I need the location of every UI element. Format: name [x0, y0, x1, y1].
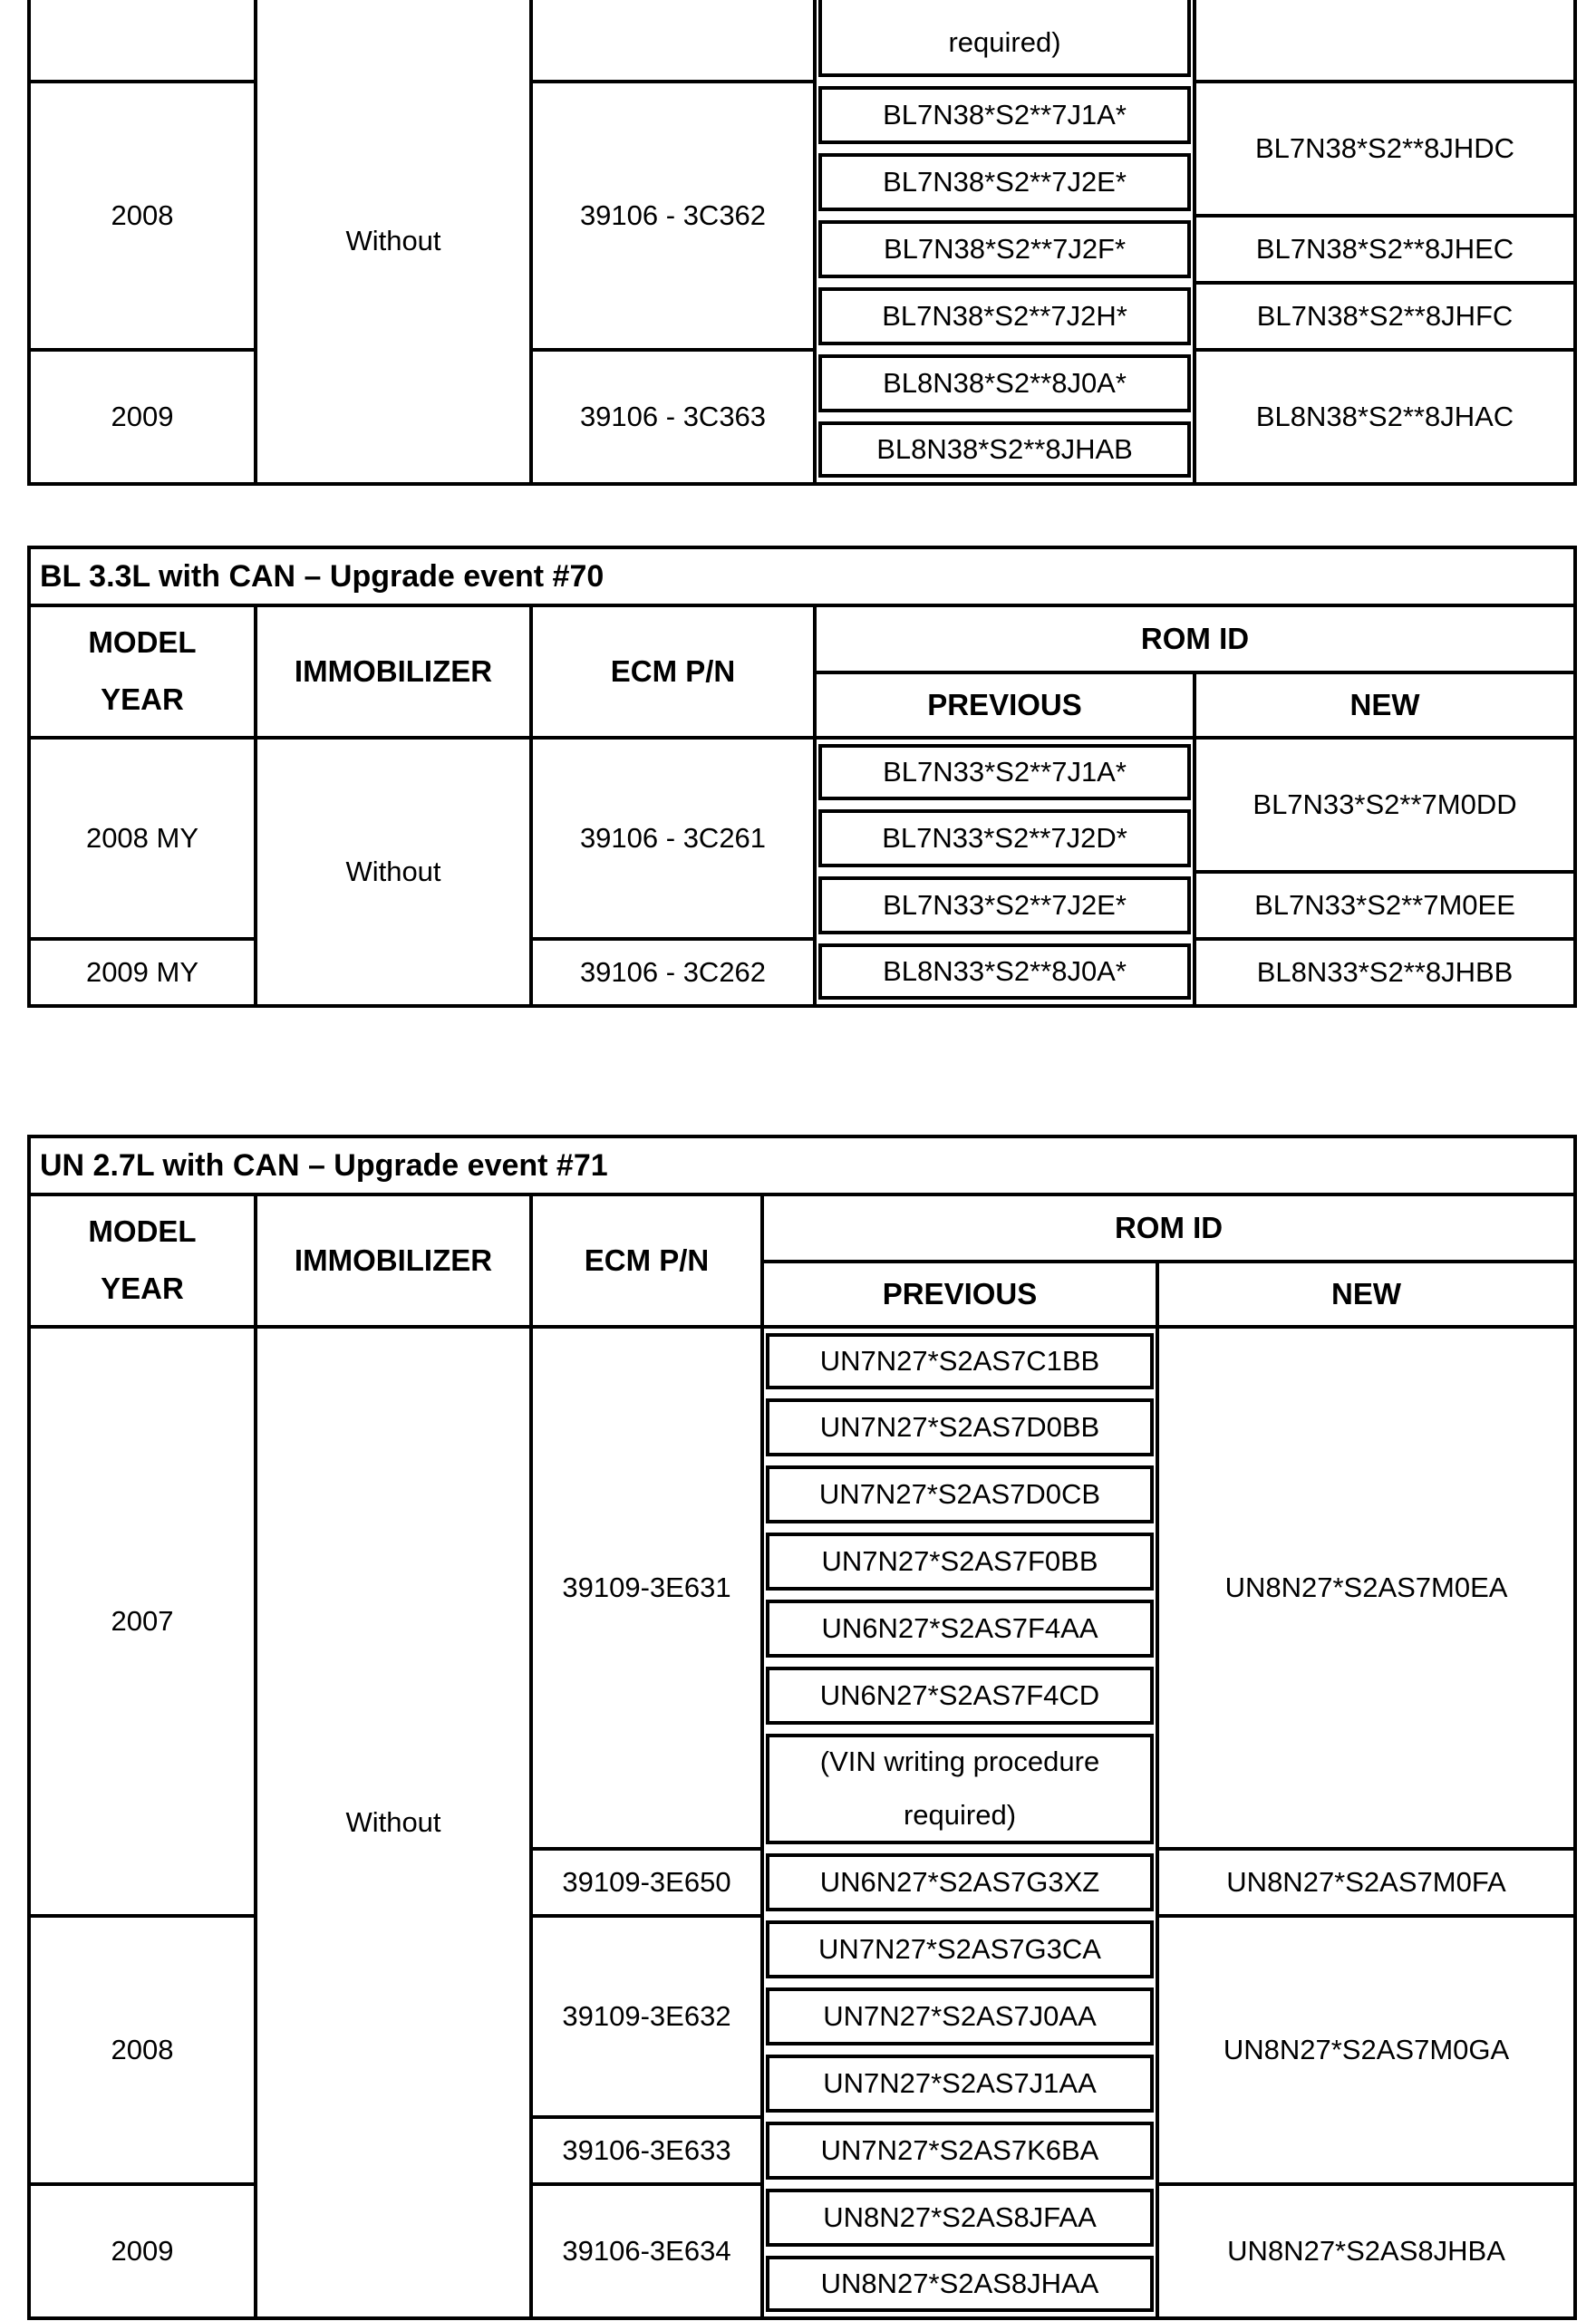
- new-rom-cell: UN8N27*S2AS7M0GA: [1157, 1916, 1575, 2184]
- ecm-pn-cell: 39109-3E631: [531, 1327, 762, 1849]
- model-year-cell: 2009: [29, 350, 256, 484]
- previous-rom-cell: [815, 872, 1195, 939]
- model-year-cell: 2008 MY: [29, 738, 256, 939]
- previous-rom-cell: [762, 2117, 1157, 2184]
- new-rom-cell: BL8N38*S2**8JHAC: [1195, 350, 1575, 484]
- previous-rom-box: UN6N27*S2AS7F4AA: [766, 1600, 1154, 1658]
- vin-writing-note-box: (VIN writing procedure required): [766, 1734, 1154, 1844]
- previous-rom-box: BL7N38*S2**7J2E*: [818, 153, 1191, 211]
- new-rom-cell: UN8N27*S2AS7M0FA: [1157, 1849, 1575, 1916]
- previous-rom-cell: [762, 2050, 1157, 2117]
- previous-rom-box: UN7N27*S2AS7J0AA: [766, 1987, 1154, 2045]
- previous-rom-box: BL7N38*S2**7J2H*: [818, 287, 1191, 345]
- previous-rom-box: UN8N27*S2AS8JFAA: [766, 2189, 1154, 2247]
- header-rom-id: ROM ID: [762, 1194, 1575, 1262]
- previous-rom-cell: [762, 1528, 1157, 1595]
- header-ecm-pn: ECM P/N: [531, 1194, 762, 1327]
- previous-rom-cell: [762, 1916, 1157, 1983]
- previous-rom-cell: [762, 1849, 1157, 1916]
- ecm-pn-cell: 39109-3E650: [531, 1849, 762, 1916]
- ecm-pn-cell: 39106-3E633: [531, 2117, 762, 2184]
- previous-rom-box: BL7N38*S2**7J2F*: [818, 220, 1191, 278]
- previous-rom-cell: [762, 1595, 1157, 1662]
- previous-rom-box: UN7N27*S2AS7D0BB: [766, 1398, 1154, 1456]
- new-rom-cell: BL7N38*S2**8JHDC: [1195, 82, 1575, 216]
- cutoff-cell-fragment: [531, 0, 815, 82]
- header-model-year-label: MODEL YEAR: [88, 625, 197, 716]
- previous-rom-cell: [815, 939, 1195, 1006]
- previous-rom-box: required): [818, 0, 1191, 77]
- ecm-pn-cell: 39106 - 3C362: [531, 82, 815, 350]
- header-model-year: [29, 1194, 256, 1327]
- previous-rom-box: BL7N33*S2**7J2E*: [818, 876, 1191, 934]
- table-title: BL 3.3L with CAN – Upgrade event #70: [29, 547, 1575, 605]
- previous-rom-box: BL8N38*S2**8J0A*: [818, 354, 1191, 412]
- ecm-pn-cell: 39106-3E634: [531, 2184, 762, 2318]
- immobilizer-cell: Without: [256, 738, 531, 1006]
- previous-rom-box: UN7N27*S2AS7K6BA: [766, 2122, 1154, 2180]
- previous-rom-cell: [762, 1983, 1157, 2050]
- ecm-pn-cell: 39109-3E632: [531, 1916, 762, 2117]
- new-rom-cell: BL7N38*S2**8JHFC: [1195, 283, 1575, 350]
- header-model-year-label: MODEL YEAR: [88, 1214, 197, 1305]
- previous-rom-box: BL7N33*S2**7J1A*: [818, 744, 1191, 800]
- header-new: NEW: [1157, 1262, 1575, 1327]
- previous-rom-cell: [815, 82, 1195, 149]
- previous-rom-cell: [815, 149, 1195, 216]
- model-year-cell: 2009: [29, 2184, 256, 2318]
- previous-rom-cell: [815, 738, 1195, 805]
- new-rom-cell: BL7N33*S2**7M0DD: [1195, 738, 1575, 872]
- previous-rom-cell: [762, 1327, 1157, 1394]
- ecm-pn-cell: 39106 - 3C262: [531, 939, 815, 1006]
- previous-rom-box: UN8N27*S2AS8JHAA: [766, 2256, 1154, 2312]
- previous-rom-box: BL8N38*S2**8JHAB: [818, 421, 1191, 478]
- previous-rom-cell: [815, 417, 1195, 484]
- header-rom-id: ROM ID: [815, 605, 1575, 672]
- new-rom-cell: UN8N27*S2AS8JHBA: [1157, 2184, 1575, 2318]
- table-title: UN 2.7L with CAN – Upgrade event #71: [29, 1136, 1575, 1194]
- un-2-7l-upgrade-event-71-table: [27, 1135, 1577, 2320]
- header-immobilizer: IMMOBILIZER: [256, 605, 531, 738]
- header-previous: PREVIOUS: [815, 672, 1195, 738]
- bl-3-8l-upgrade-table-continuation: [27, 0, 1577, 486]
- immobilizer-cell: Without: [256, 0, 531, 484]
- new-rom-cell: BL7N38*S2**8JHEC: [1195, 216, 1575, 283]
- previous-rom-cell: [762, 2184, 1157, 2251]
- model-year-cell: 2008: [29, 1916, 256, 2184]
- previous-rom-cell: [762, 1461, 1157, 1528]
- previous-rom-box: BL8N33*S2**8J0A*: [818, 943, 1191, 1000]
- immobilizer-cell: Without: [256, 1327, 531, 2318]
- new-rom-cell: UN8N27*S2AS7M0EA: [1157, 1327, 1575, 1849]
- previous-rom-box: UN6N27*S2AS7F4CD: [766, 1667, 1154, 1725]
- previous-rom-cell: [815, 805, 1195, 872]
- previous-rom-box: UN7N27*S2AS7D0CB: [766, 1465, 1154, 1523]
- previous-rom-box: BL7N33*S2**7J2D*: [818, 809, 1191, 867]
- previous-rom-box: UN7N27*S2AS7F0BB: [766, 1533, 1154, 1591]
- previous-rom-cell: [815, 0, 1195, 82]
- model-year-cell: 2009 MY: [29, 939, 256, 1006]
- previous-rom-cell: [762, 2251, 1157, 2318]
- model-year-cell: 2007: [29, 1327, 256, 1916]
- header-model-year: [29, 605, 256, 738]
- ecm-pn-cell: 39106 - 3C261: [531, 738, 815, 939]
- previous-rom-box: BL7N38*S2**7J1A*: [818, 86, 1191, 144]
- previous-rom-cell: [815, 350, 1195, 417]
- header-new: NEW: [1195, 672, 1575, 738]
- model-year-cell: 2008: [29, 82, 256, 350]
- previous-rom-box: UN7N27*S2AS7G3CA: [766, 1920, 1154, 1978]
- previous-rom-cell: [762, 1394, 1157, 1461]
- new-rom-cell: BL8N33*S2**8JHBB: [1195, 939, 1575, 1006]
- new-rom-cell: BL7N33*S2**7M0EE: [1195, 872, 1575, 939]
- previous-rom-cell: [762, 1662, 1157, 1729]
- header-immobilizer: IMMOBILIZER: [256, 1194, 531, 1327]
- previous-rom-box: UN7N27*S2AS7J1AA: [766, 2055, 1154, 2113]
- previous-rom-cell: [762, 1729, 1157, 1849]
- previous-rom-box: UN7N27*S2AS7C1BB: [766, 1333, 1154, 1389]
- cutoff-cell-fragment: [1195, 0, 1575, 82]
- cutoff-cell-fragment: [29, 0, 256, 82]
- previous-rom-cell: [815, 283, 1195, 350]
- header-previous: PREVIOUS: [762, 1262, 1157, 1327]
- header-ecm-pn: ECM P/N: [531, 605, 815, 738]
- previous-rom-box: UN6N27*S2AS7G3XZ: [766, 1853, 1154, 1911]
- previous-rom-cell: [815, 216, 1195, 283]
- ecm-pn-cell: 39106 - 3C363: [531, 350, 815, 484]
- bl-3-3l-upgrade-event-70-table: [27, 546, 1577, 1008]
